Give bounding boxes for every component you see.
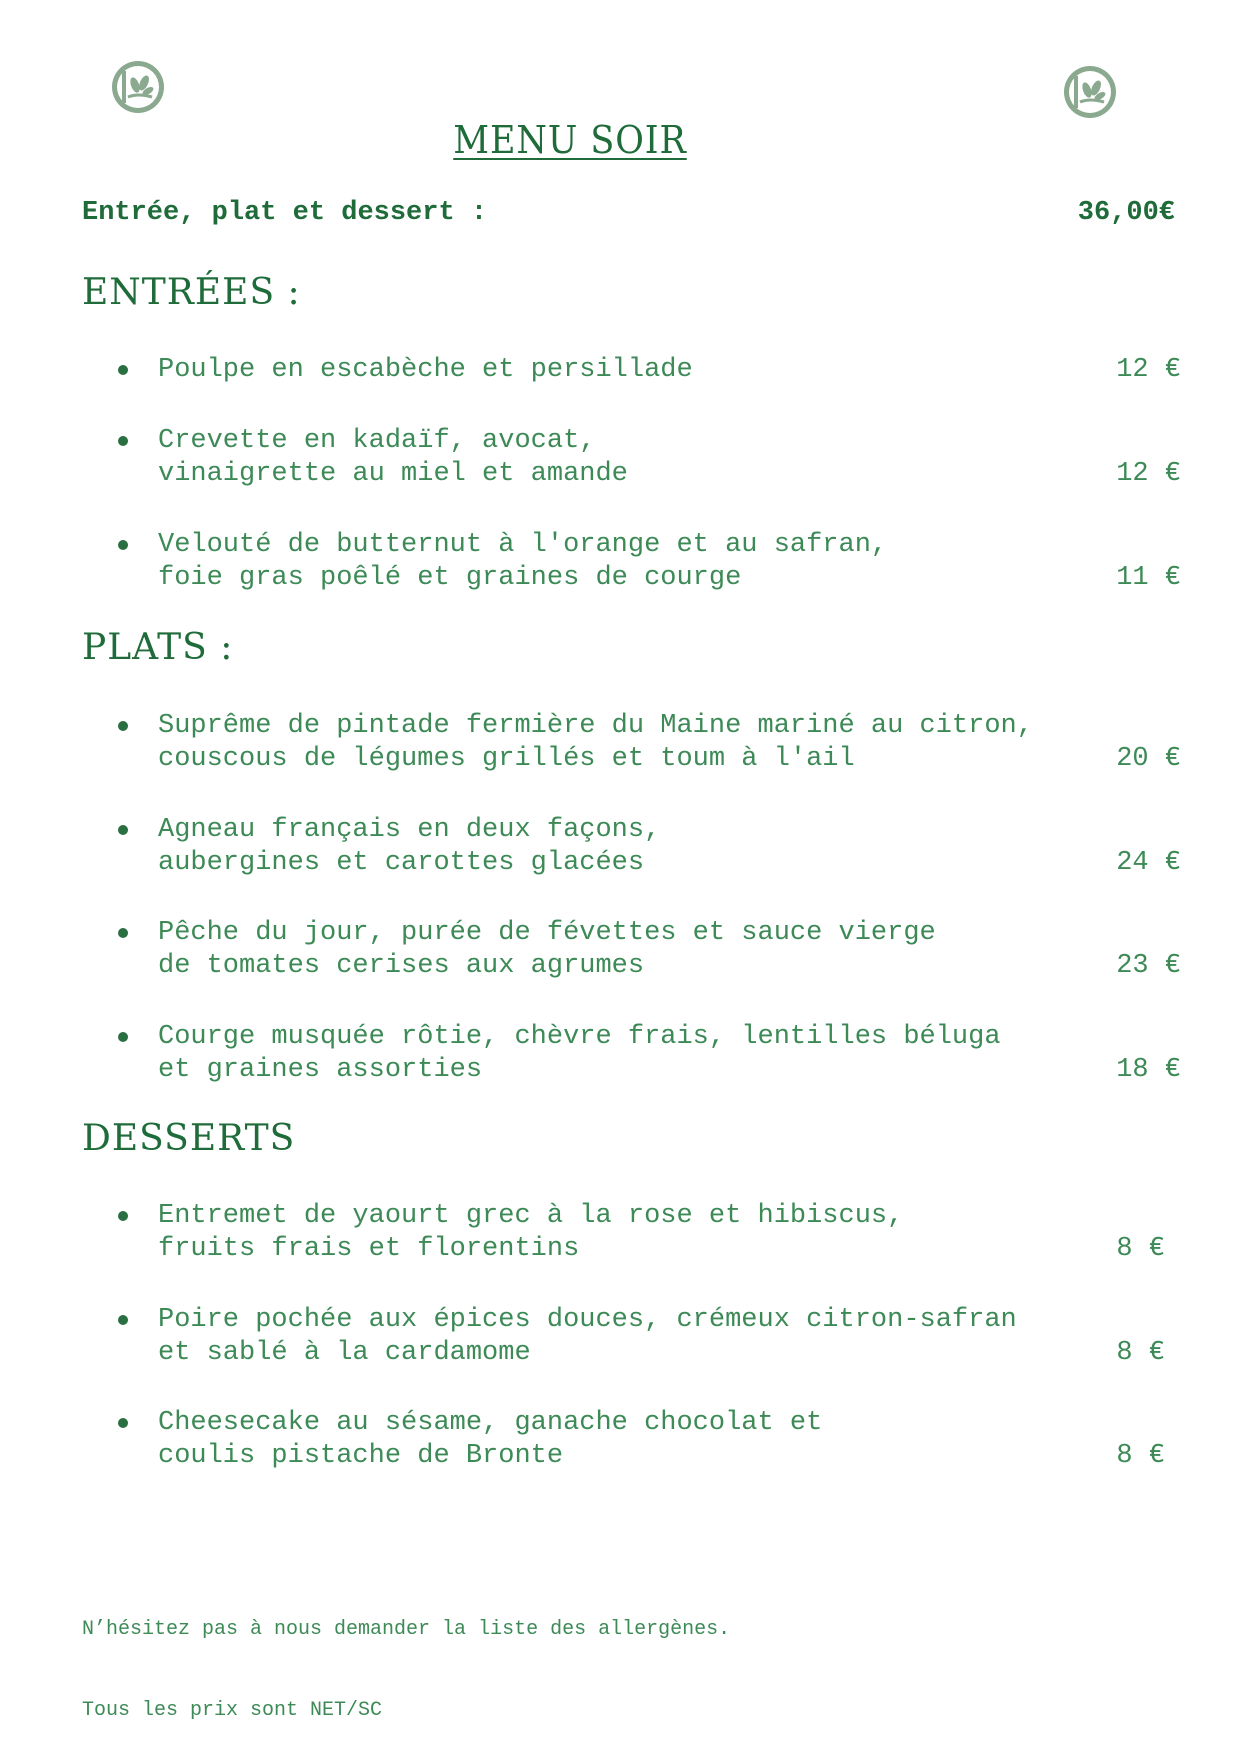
item-line: Poire pochée aux épices douces, crémeux citron-safran bbox=[158, 1305, 1017, 1335]
formula-row bbox=[82, 198, 1175, 228]
item-price: 23 € bbox=[1116, 951, 1181, 981]
item-line: vinaigrette au miel et amande bbox=[158, 459, 628, 489]
item-price: 8 € bbox=[1116, 1338, 1165, 1368]
item-price: 11 € bbox=[1116, 563, 1181, 593]
menu-item bbox=[118, 1407, 1181, 1473]
laurel-leaf-logo-left bbox=[108, 57, 168, 117]
menu-item bbox=[118, 710, 1181, 776]
item-price: 12 € bbox=[1116, 459, 1181, 489]
section-heading-desserts: DESSERTS bbox=[82, 1118, 296, 1159]
item-price: 20 € bbox=[1116, 744, 1181, 774]
formula-price: 36,00€ bbox=[1077, 198, 1175, 228]
menu-item bbox=[118, 1021, 1181, 1087]
footer-note bbox=[82, 1562, 730, 1751]
bullet-icon bbox=[118, 365, 128, 375]
item-price: 8 € bbox=[1116, 1441, 1165, 1471]
bullet-icon bbox=[118, 825, 128, 835]
menu-item bbox=[118, 814, 1181, 880]
bullet-icon bbox=[118, 1032, 128, 1042]
item-line: Crevette en kadaïf, avocat, bbox=[158, 426, 596, 456]
item-line: Pêche du jour, purée de févettes et sauce vierge bbox=[158, 918, 936, 948]
menu-item bbox=[118, 917, 1181, 983]
menu-item bbox=[118, 529, 1181, 595]
bullet-icon bbox=[118, 436, 128, 446]
item-line: coulis pistache de Bronte bbox=[158, 1441, 564, 1471]
item-price: 12 € bbox=[1116, 355, 1181, 385]
item-line: couscous de légumes grillés et toum à l'ail bbox=[158, 744, 855, 774]
item-price: 24 € bbox=[1116, 848, 1181, 878]
item-line: Poulpe en escabèche et persillade bbox=[158, 355, 693, 385]
item-line: de tomates cerises aux agrumes bbox=[158, 951, 645, 981]
bullet-icon bbox=[118, 1211, 128, 1221]
price-note: Tous les prix sont NET/SC bbox=[82, 1699, 383, 1722]
section-heading-plats: PLATS : bbox=[82, 627, 234, 668]
item-line: Suprême de pintade fermière du Maine mariné au citron, bbox=[158, 711, 1033, 741]
allergen-note: N’hésitez pas à nous demander la liste des allergènes. bbox=[82, 1618, 731, 1641]
bullet-icon bbox=[118, 1315, 128, 1325]
formula-label: Entrée, plat et dessert : bbox=[82, 198, 488, 228]
menu-item bbox=[118, 1200, 1181, 1266]
bullet-icon bbox=[118, 1418, 128, 1428]
item-line: Entremet de yaourt grec à la rose et hibiscus, bbox=[158, 1201, 904, 1231]
item-line: Cheesecake au sésame, ganache chocolat et bbox=[158, 1408, 823, 1438]
item-line: Courge musquée rôtie, chèvre frais, lentilles béluga bbox=[158, 1022, 1001, 1052]
item-line: aubergines et carottes glacées bbox=[158, 848, 645, 878]
item-price: 8 € bbox=[1116, 1234, 1165, 1264]
bullet-icon bbox=[118, 928, 128, 938]
item-price: 18 € bbox=[1116, 1055, 1181, 1085]
menu-title: MENU SOIR bbox=[453, 118, 687, 162]
laurel-leaf-logo-right bbox=[1060, 62, 1120, 122]
menu-item bbox=[118, 354, 1181, 387]
section-heading-entrees: ENTRÉES : bbox=[82, 272, 301, 313]
bullet-icon bbox=[118, 540, 128, 550]
bullet-icon bbox=[118, 721, 128, 731]
item-line: foie gras poêlé et graines de courge bbox=[158, 563, 742, 593]
item-line: fruits frais et florentins bbox=[158, 1234, 580, 1264]
item-line: Agneau français en deux façons, bbox=[158, 815, 661, 845]
item-line: et graines assorties bbox=[158, 1055, 483, 1085]
item-line: et sablé à la cardamome bbox=[158, 1338, 531, 1368]
item-line: Velouté de butternut à l'orange et au safran, bbox=[158, 530, 888, 560]
menu-item bbox=[118, 1304, 1181, 1370]
menu-item bbox=[118, 425, 1181, 491]
